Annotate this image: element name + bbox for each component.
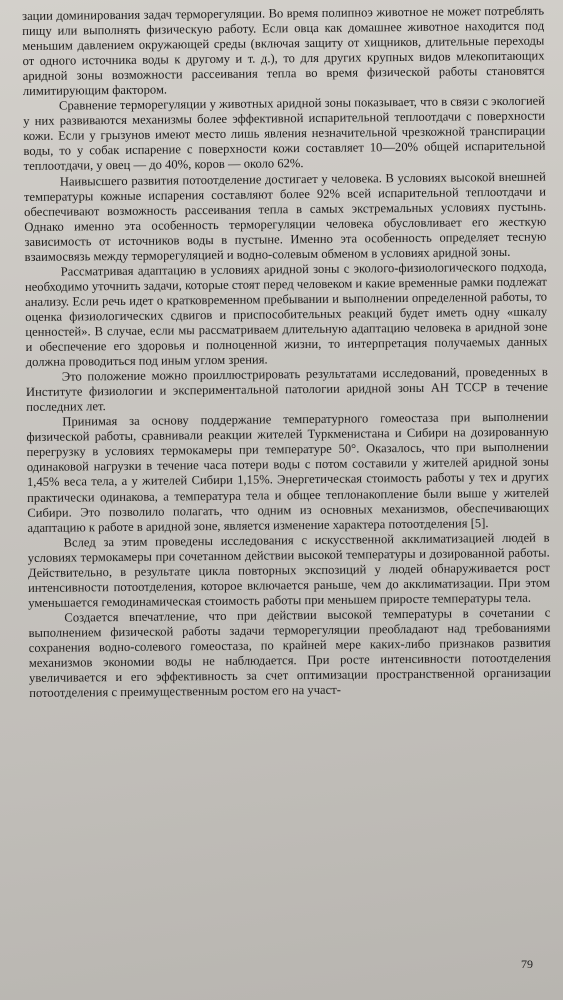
paragraph-8: Создается впечатление, что при действии высокой температуры в сочетании с выполнением физической работы задачи терморегуляции преобладают над требованиями сохранения водно-солевого гомеостаза, по крайней мере каких-либо признаков развития механизмов экономии воды не наблюдается. При росте интенсивности потоотделения увеличивается и его эффективность за счет оптимизации пространственной организации потоотделения с преимущественным ростом его на участ- — [28, 605, 552, 701]
paragraph-3: Наивысшего развития потоотделение достигает у человека. В условиях высокой внешней температуры кожные испарения составляют более 92% всей испарительной теплоотдачи и обеспечивают возможность рассеивания тепла в самых экстремальных условиях пустынь. Однако именно эта особенность терморегуляции человека обусловливает его жесткую зависимость от источников воды в пустыне. Именно эта особенность определяет тесную взаимосвязь между терморегуляцией и водно-солевым обменом в условиях аридной зоны. — [23, 169, 547, 264]
paragraph-1: зации доминирования задач терморегуляции. Во время полипноэ животное не может потреблять пищу или выполнять физическую работу. Если овца как домашнее животное находится под меньшим давлением окружающей среды (включая защиту от хищников, длительные переходы от одного источника воды к другому и т. д.), то для других крупных видов млекопитающих аридной зоны возможности рассеивания тепла во время физической работы становятся лимитирующим фактором. — [22, 3, 545, 99]
paragraph-6: Принимая за основу поддержание температурного гомеостаза при выполнении физической работы, сравнивали реакции жителей Туркменистана и Сибири на дозированную перегрузку в условиях термокамеры при температуре 50°. Оказалось, что при выполнении одинаковой нагрузки в течение часа потери воды с потом составили у жителей аридной зоны 1,45% веса тела, а у жителей Сибири 1,15%. Энергетическая стоимость работы у тех и других практически одинакова, а температура тела и общее теплонакопление были выше у жителей Сибири. Это позволило полагать, что одним из основных механизмов, обеспечивающих адаптацию к работе в аридной зоне, является изменение характера потоотделения [5]. — [26, 409, 550, 535]
page-number: 79 — [521, 957, 533, 971]
paragraph-5: Это положение можно проиллюстрировать результатами исследований, проведенных в Институте физиологии и экспериментальной патологии аридной зоны АН ТССР в течение последних лет. — [25, 364, 549, 415]
paragraph-2: Сравнение терморегуляции у животных аридной зоны показывает, что в связи с экологией у них развиваются механизмы более эффективной испарительной теплоотдачи с поверхности кожи. Если у грызунов имеют место лишь явления незначительной чрезкожной транспирации воды, то у собак испарение с поверхности кожи составляет 10—20% общей испарительной теплоотдачи, у овец — до 40%, коров — около 62%. — [23, 93, 546, 174]
body-text — [22, 4, 551, 702]
paragraph-4: Рассматривая адаптацию в условиях аридной зоны с эколого-физиологического подхода, необходимо уточнить задачи, которые стоят перед человеком и какие временные рамки подлежат анализу. Если речь идет о кратковременном пребывании и выполнении определенной работы, то оценка физиологических сдвигов и приспособительных реакций будет иметь одну «шкалу ценностей». В случае, если мы рассматриваем длительную адаптацию человека в аридной зоне и обеспечение его здоровья и полноценной жизни, то интерпретация получаемых данных должна проводиться под иным углом зрения. — [24, 259, 548, 370]
paragraph-7: Вслед за этим проведены исследования с искусственной акклиматизацией людей в условиях термокамеры при сочетанном действии высокой температуры и дозированной работы. Действительно, в результате цикла повторных экспозиций у людей обнаруживается рост интенсивности потоотделения, которое включается раньше, чем до акклиматизации. При этом уменьшается гемодинамическая стоимость работы при меньшем приросте температуры тела. — [27, 530, 551, 610]
